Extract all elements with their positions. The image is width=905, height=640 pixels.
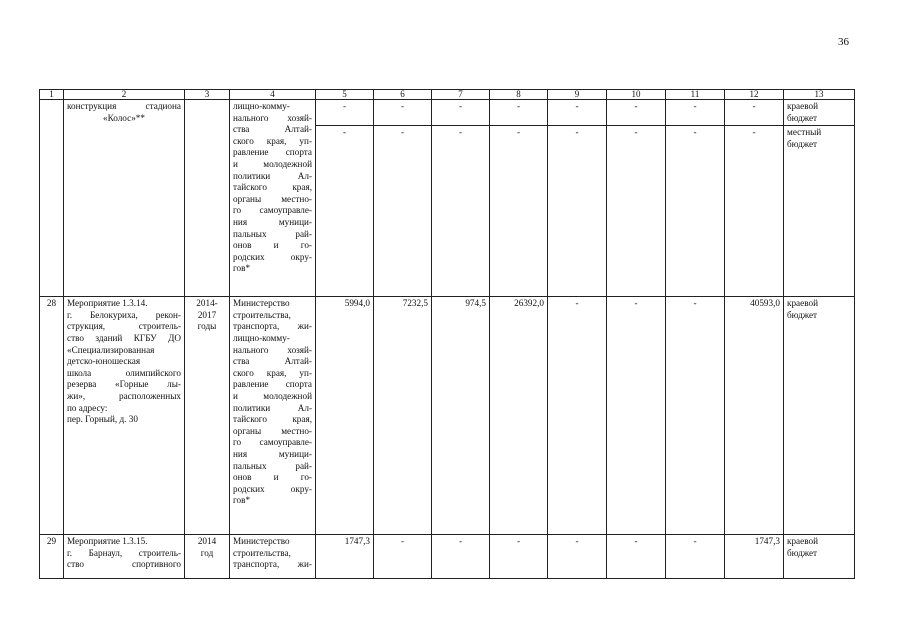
text-line: транспорта, жи- (233, 321, 312, 332)
text-line: год (200, 547, 214, 558)
text-line: пер. Горный, д. 30 (67, 414, 138, 425)
column-header: 2 (64, 90, 185, 100)
value-cell: - (432, 100, 490, 126)
table-row (40, 297, 855, 535)
text-line: пальных рай- (233, 460, 312, 471)
column-header: 13 (784, 90, 855, 100)
text-line: Министерство (233, 298, 290, 309)
text-line: бюджет (787, 112, 818, 123)
years-cell (185, 535, 230, 579)
row-number-cell: 28 (40, 297, 64, 535)
value-cell: - (490, 100, 548, 126)
text-line: ства Алтай- (233, 124, 312, 135)
value-cell: - (432, 126, 490, 297)
text-line: и молодежной (233, 158, 312, 169)
text-line: конструкция стадиона (67, 101, 181, 111)
text-line: краевой (787, 536, 818, 547)
value-cell: - (607, 297, 666, 535)
text-line: бюджет (787, 309, 818, 320)
text-line: ство спортивного (67, 559, 181, 570)
executor-cell (230, 100, 316, 297)
value-cell: - (548, 100, 607, 126)
text-line: равление спорта (233, 379, 312, 390)
text-line: пальных рай- (233, 228, 312, 239)
column-header: 3 (185, 90, 230, 100)
text-line: резерва «Горные лы- (67, 379, 181, 390)
value-cell: - (548, 535, 607, 579)
text-line: транспорта, жи- (233, 559, 312, 570)
text-line: онов и го- (233, 472, 312, 483)
text-line: Министерство (233, 536, 290, 547)
text-line: краевой (787, 298, 818, 309)
page-number: 36 (838, 36, 849, 48)
text-line: 2017 (197, 309, 217, 320)
text-line: струкция, строитель- (67, 321, 181, 332)
text-line: онов и го- (233, 240, 312, 251)
text-line: Мероприятие 1.3.14. (67, 298, 148, 309)
value-cell: 7232,5 (374, 297, 432, 535)
table-row (40, 100, 855, 126)
column-header: 5 (316, 90, 374, 100)
text-line: политики Ал- (233, 170, 312, 181)
text-line: школа олимпийского (67, 367, 181, 378)
years-cell (185, 297, 230, 535)
text-line: ство зданий КГБУ ДО (67, 332, 181, 343)
value-cell: - (607, 535, 666, 579)
value-cell: - (374, 535, 432, 579)
row-number-cell: 29 (40, 535, 64, 579)
value-cell: - (374, 100, 432, 126)
column-header: 4 (230, 90, 316, 100)
budget-table (39, 89, 855, 579)
value-cell: - (432, 535, 490, 579)
text-line: г. Барнаул, строитель- (67, 547, 181, 558)
text-line: «Колос»** (102, 112, 145, 123)
text-line: нального хозяй- (233, 112, 312, 123)
text-line: строительства, (233, 547, 291, 558)
value-cell: - (725, 100, 784, 126)
value-cell: - (316, 100, 374, 126)
column-header: 7 (432, 90, 490, 100)
value-cell: - (548, 126, 607, 297)
funding-source-cell (784, 126, 855, 297)
value-cell: - (607, 100, 666, 126)
text-line: бюджет (787, 138, 818, 149)
column-header: 12 (725, 90, 784, 100)
years-cell (185, 100, 230, 297)
value-cell: - (666, 535, 725, 579)
table-row (40, 535, 855, 579)
value-cell: - (316, 126, 374, 297)
text-line: ния муници- (233, 216, 312, 227)
text-line: лищно-комму- (233, 332, 290, 343)
value-cell: - (725, 126, 784, 297)
funding-source-cell (784, 100, 855, 126)
funding-source-cell (784, 535, 855, 579)
column-header: 8 (490, 90, 548, 100)
text-line: го самоуправле- (233, 205, 312, 216)
text-line: органы местно- (233, 425, 312, 436)
text-line: родских окру- (233, 483, 312, 494)
text-line: лищно-комму- (233, 101, 290, 111)
value-cell: - (490, 126, 548, 297)
column-header: 1 (40, 90, 64, 100)
value-cell: - (607, 126, 666, 297)
value-cell: - (666, 100, 725, 126)
text-line: местный (787, 127, 822, 138)
text-line: тайского края, (233, 414, 312, 425)
value-cell: 1747,3 (316, 535, 374, 579)
text-line: ского края, уп- (233, 135, 312, 146)
column-header: 10 (607, 90, 666, 100)
text-line: ства Алтай- (233, 356, 312, 367)
value-cell: 974,5 (432, 297, 490, 535)
text-line: годы (197, 321, 217, 332)
text-line: краевой (787, 101, 818, 111)
text-line: 2014 (197, 536, 217, 547)
measure-name-cell (64, 100, 185, 297)
executor-cell (230, 535, 316, 579)
executor-cell (230, 297, 316, 535)
text-line: 2014- (196, 298, 218, 309)
text-line: гов* (233, 495, 251, 506)
measure-name-cell (64, 535, 185, 579)
text-line: равление спорта (233, 147, 312, 158)
measure-name-cell (64, 297, 185, 535)
text-line: по адресу: (67, 402, 108, 413)
text-line: органы местно- (233, 193, 312, 204)
column-number-row (40, 90, 855, 100)
value-cell: - (490, 535, 548, 579)
text-line: нального хозяй- (233, 344, 312, 355)
value-cell: 5994,0 (316, 297, 374, 535)
text-line: Мероприятие 1.3.15. (67, 536, 148, 547)
text-line: и молодежной (233, 390, 312, 401)
text-line: ния муници- (233, 448, 312, 459)
value-cell: - (666, 126, 725, 297)
text-line: бюджет (787, 547, 818, 558)
value-cell: - (666, 297, 725, 535)
text-line: родских окру- (233, 251, 312, 262)
text-line: ского края, уп- (233, 367, 312, 378)
text-line: детско-юношеская (67, 356, 141, 367)
value-cell: 26392,0 (490, 297, 548, 535)
column-header: 9 (548, 90, 607, 100)
value-cell: 1747,3 (725, 535, 784, 579)
text-line: г. Белокуриха, рекон- (67, 309, 181, 320)
text-line: «Специализированная (67, 344, 155, 355)
funding-source-cell (784, 297, 855, 535)
text-line: жи», расположенных (67, 390, 181, 401)
text-line: политики Ал- (233, 402, 312, 413)
text-line: тайского края, (233, 182, 312, 193)
row-number-cell (40, 100, 64, 297)
column-header: 11 (666, 90, 725, 100)
text-line: строительства, (233, 309, 291, 320)
text-line: го самоуправле- (233, 437, 312, 448)
text-line: гов* (233, 263, 251, 274)
value-cell: - (374, 126, 432, 297)
value-cell: 40593,0 (725, 297, 784, 535)
value-cell: - (548, 297, 607, 535)
column-header: 6 (374, 90, 432, 100)
